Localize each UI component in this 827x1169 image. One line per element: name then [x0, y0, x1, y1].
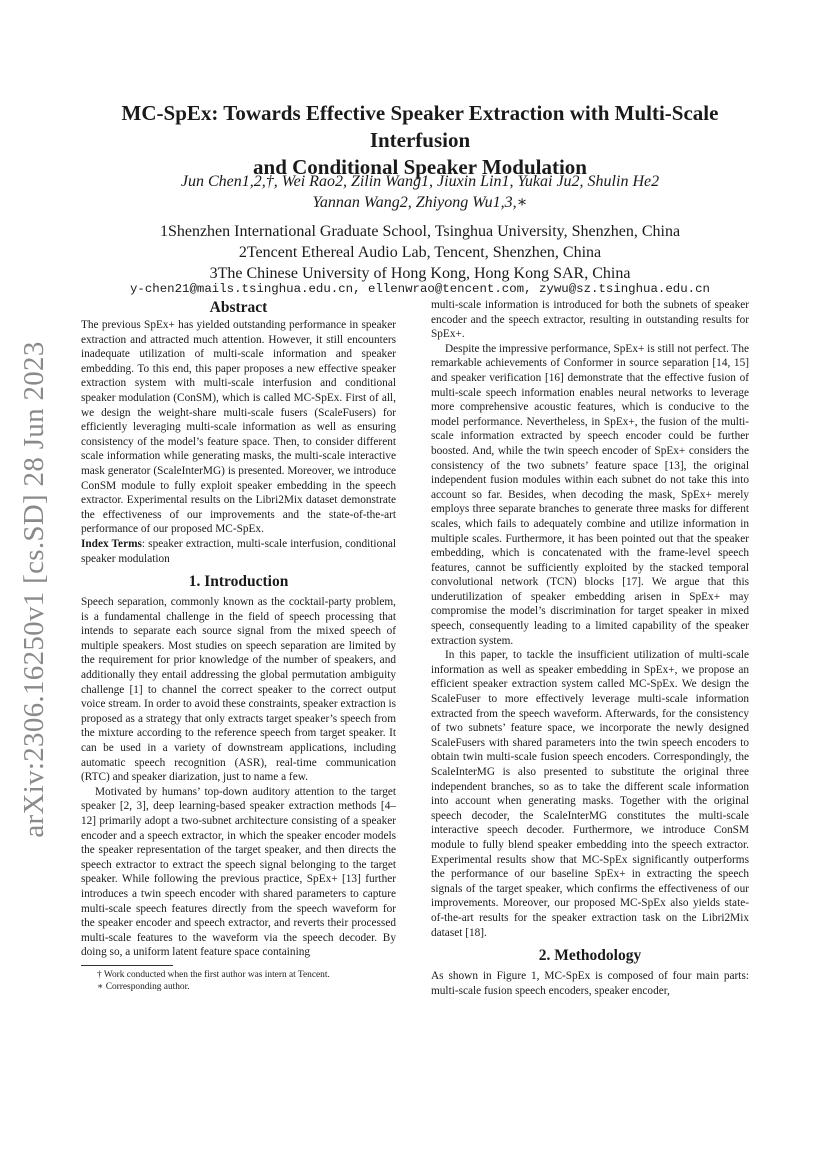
- right-paragraph-2: Despite the impressive performance, SpEx+ is still not perfect. The remarkable achievements of Conformer in source separation [14, 15] and speaker verification [16] demonstrate that the effective fusion of multi-scale speech information enables neural networks to leverage more comprehensive acoustic features, which is conducive to the model performance. Nevertheless, in SpEx+, the fusion of the multi-scale information extracted by speech encoder could be further boosted. And, while the twin speech encoder of SpEx+ considers the consistency of the two subnets’ feature space [13], the original independent fusion modules within each subnet do not take this into account so far. Besides, when decoding the mask, SpEx+ merely employs three separate branches to generate three masks for different scales, which fails to adequately combine and utilize information in multiple scales. Furthermore, it has been pointed out that the speaker embedding, which is concatenated with the frame-level speech features, cannot be sufficiently exploited by the stacked temporal convolutional network (TCN) blocks [17]. We argue that this underutilization of speaker embedding arisen in SpEx+ may compromise the model’s discrimination for target speaker in mixed speech, consequently leading to a limited capability of the speaker extraction system.: [431, 342, 749, 647]
- authors-line-1: Jun Chen1,2,†, Wei Rao2, Zilin Wang1, Jiuxin Lin1, Yukai Ju2, Shulin He2: [180, 173, 660, 190]
- affiliation-1: 1Shenzhen International Graduate School, Tsinghua University, Shenzhen, China: [159, 223, 681, 240]
- author-emails: y-chen21@mails.tsinghua.edu.cn, ellenwrao@tencent.com, zywu@sz.tsinghua.edu.cn: [130, 282, 710, 296]
- left-column: [81, 298, 396, 993]
- index-terms-label: Index Terms: [81, 537, 142, 550]
- affiliations: [70, 221, 770, 284]
- right-paragraph-3: In this paper, to tackle the insufficient utilization of multi-scale information as well as speaker embedding in SpEx+, we propose an efficient speaker extraction system called MC-SpEx. We design the ScaleFuser to more effectively leverage multi-scale information extracted from the speech waveform. Afterwards, for the consistency of two subnets’ feature space, we incorporate the newly designed ScaleFusers with shared parameters into the twin speech encoders to obtain twin multi-scale fusion speech encoders. Correspondingly, the ScaleInterMG is also presented to substitute the original three independent branches, so as to take the different scale information into account when generating masks. Together with the original speech decoder, the ScaleInterMG constitutes the multi-scale interactive speech decoder. Furthermore, we introduce ConSM module to fully blend speaker embedding into the speech extractor. Experimental results show that MC-SpEx significantly outperforms the performance of our baseline SpEx+ in extracting the speech signals of the target speaker, which confirms the effectiveness of our improvements. Moreover, our proposed MC-SpEx also yields state-of-the-art results for the speaker extraction task on the Libri2Mix dataset [18].: [431, 649, 749, 939]
- right-column: [431, 298, 749, 998]
- authors-line-2: Yannan Wang2, Zhiyong Wu1,3,∗: [312, 194, 528, 211]
- methodology-heading: 2. Methodology: [538, 947, 642, 965]
- footnote-divider: [81, 965, 173, 966]
- author-list: [70, 171, 770, 213]
- footnote-intern: † Work conducted when the first author was intern at Tencent.: [97, 969, 330, 980]
- title-line-2: and Conditional Speaker Modulation: [253, 155, 587, 179]
- affiliation-3: 3The Chinese University of Hong Kong, Hong Kong SAR, China: [209, 265, 631, 282]
- index-terms-text: : speaker extraction, multi-scale interfusion, conditional speaker modulation: [81, 537, 397, 565]
- abstract-text: The previous SpEx+ has yielded outstanding performance in speaker extraction and attracted much attention. However, it still encounters inadequate utilization of multi-scale information and speaker embedding. To this end, this paper proposes a new effective speaker extraction system with multi-scale interfusion and conditional speaker modulation (ConSM), which is called MC-SpEx. First of all, we design the weight-share multi-scale fusers (ScaleFusers) for efficiently leveraging multi-scale information as well as ensuring consistency of the model’s feature space. Then, to consider different scale information while generating masks, the multi-scale interactive mask generator (ScaleInterMG) is presented. Moreover, we introduce ConSM module to fully exploit speaker embedding in the speech extractor. Experimental results on the Libri2Mix dataset demonstrate the effectiveness of our improvements and the state-of-the-art performance of our proposed MC-SpEx.: [81, 319, 396, 536]
- right-paragraph-1: multi-scale information is introduced for both the subnets of speaker encoder and the speech extractor, resulting in outstanding results for SpEx+.: [431, 299, 749, 341]
- abstract-heading: Abstract: [209, 299, 268, 316]
- title-line-1: MC-SpEx: Towards Effective Speaker Extraction with Multi-Scale Interfusion: [121, 101, 719, 152]
- paper-title: [70, 100, 770, 181]
- methodology-paragraph-1: As shown in Figure 1, MC-SpEx is composed of four main parts: multi-scale fusion speech encoders, speaker encoder,: [431, 970, 749, 997]
- introduction-heading: 1. Introduction: [188, 573, 289, 591]
- footnote-corresponding: ∗ Corresponding author.: [97, 981, 190, 992]
- intro-paragraph-1: Speech separation, commonly known as the cocktail-party problem, is a fundamental challenge in the field of speech processing that intends to separate each source signal from the mixed speech of multiple speakers. Most studies on speech separation are limited by the requirement for prior knowledge of the number of speakers, and additionally they entail addressing the global permutation ambiguity challenge [1] to channel the correct speaker to the correct output voice stream. In order to avoid these constraints, speaker extraction is proposed as a strategy that only extracts target speaker’s speech from the mixture according to the reference speech from target speaker. It can be used in a variety of downstream applications, including automatic speech recognition (ASR), real-time communication (RTC) and speaker diarization, just to name a few.: [81, 596, 396, 784]
- affiliation-2: 2Tencent Ethereal Audio Lab, Tencent, Shenzhen, China: [238, 244, 602, 261]
- intro-paragraph-2: Motivated by humans’ top-down auditory attention to the target speaker [2, 3], deep learning-based speaker extraction methods [4–12] primarily adopt a two-subnet architecture consisting of a speaker encoder and a speech extractor, in which the speaker encoder models the speaker representation of the target speaker, and then directs the speech extractor to extract the speech signal belonging to the target speaker. While following the previous practice, SpEx+ [13] further introduces a twin speech encoder with shared parameters to capture multi-scale speech features directly from the speech waveform for the speaker encoder and speech extractor, and reverts their processed multi-scale features to the waveform via the speech decoder. By doing so, a uniform latent feature space containing: [81, 785, 396, 959]
- arxiv-identifier: arXiv:2306.16250v1 [cs.SD] 28 Jun 2023: [17, 341, 50, 838]
- index-terms: [81, 537, 396, 566]
